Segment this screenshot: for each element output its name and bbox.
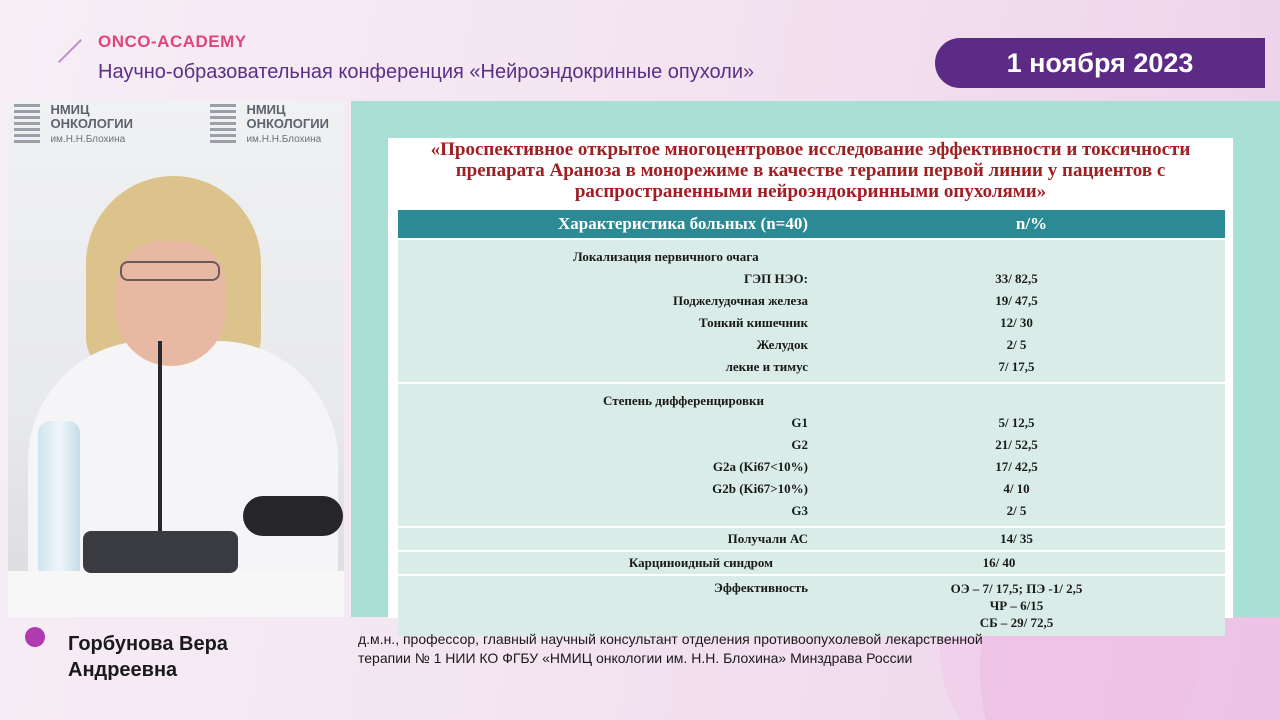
table-row (398, 412, 1225, 434)
speaker-name (68, 631, 228, 683)
logo-line-2: ОНКОЛОГИИ (246, 116, 329, 131)
row-label: Тонкий кишечник (698, 315, 808, 330)
row-label: Поджелудочная железа (673, 293, 808, 308)
logo-line-1: НМИЦ (50, 102, 90, 117)
section-localization (398, 238, 1225, 382)
table-row (398, 478, 1225, 500)
row-value: 2/ 5 (1006, 337, 1027, 352)
row-value: 16/ 40 (982, 555, 1016, 570)
row-label: Карциноидный синдром (628, 555, 773, 570)
efficacy-value: ЧР – 6/15 (989, 598, 1044, 613)
table-row (398, 290, 1225, 312)
speaker-name-line-2: Андреевна (68, 659, 178, 681)
row-label: Получали АС (727, 531, 808, 546)
date-badge (935, 38, 1265, 88)
row-value: 2/ 5 (1006, 503, 1027, 518)
water-bottle (38, 421, 80, 576)
row-label: лекие и тимус (725, 359, 808, 374)
row-label: ГЭП НЭО: (744, 271, 808, 286)
lower-third-dot (25, 627, 45, 647)
table-row (398, 334, 1225, 356)
row-label: G2 (791, 437, 808, 452)
row-value: 4/ 10 (1003, 481, 1030, 496)
table-row (398, 246, 1225, 268)
slide-title: «Проспективное открытое многоцентровое исследование эффективности и токсичности препарата Араноза в монорежиме в качестве терапии первой линии у пациентов с распространенными нейроэндокринными опухолями» (430, 139, 1191, 202)
table-row (398, 268, 1225, 290)
decor-slash (58, 39, 82, 63)
speaker-desc-line-1: д.м.н., профессор, главный научный консультант отделения противоопухолевой лекарственной (358, 631, 983, 647)
row-value: 7/ 17,5 (998, 359, 1035, 374)
date-text: 1 ноября 2023 (1006, 47, 1194, 78)
table-row (398, 456, 1225, 478)
row-value: 5/ 12,5 (998, 415, 1035, 430)
section-differentiation (398, 382, 1225, 526)
patient-characteristics-table (398, 210, 1225, 636)
microphone-icon (158, 341, 162, 541)
row-received-as (398, 526, 1225, 550)
row-value: 33/ 82,5 (995, 271, 1038, 286)
table-row (398, 434, 1225, 456)
person-glasses (120, 261, 220, 281)
efficacy-values (808, 580, 1225, 630)
row-label: G1 (791, 415, 808, 430)
row-value: 21/ 52,5 (995, 437, 1038, 452)
table-header-value: n/% (1015, 214, 1048, 233)
brand-logo-text: ONCO-ACADEMY (98, 32, 247, 51)
logo-line-1: НМИЦ (246, 102, 286, 117)
speaker-description (358, 630, 1058, 668)
conference-title: Научно-образовательная конференция «Нейроэндокринные опухоли» (98, 61, 755, 83)
speaker-name-line-1: Горбунова Вера (68, 633, 228, 655)
table-row (398, 356, 1225, 378)
row-value: 19/ 47,5 (995, 293, 1038, 308)
speaker-desc-line-2: терапии № 1 НИИ КО ФГБУ «НМИЦ онкологии им. Н.Н. Блохина» Минздрава России (358, 650, 913, 666)
row-label: Желудок (756, 337, 808, 352)
logo-line-3: им.Н.Н.Блохина (246, 134, 322, 145)
microphone-base (83, 531, 238, 573)
row-value: 12/ 30 (1000, 315, 1033, 330)
row-label: G3 (791, 503, 808, 518)
table-header-characteristic: Характеристика больных (n=40) (557, 214, 808, 233)
backdrop-logo-2 (210, 103, 329, 147)
logo-mark-icon (210, 103, 236, 143)
row-label: Эффективность (714, 580, 808, 595)
presentation-slide (388, 138, 1233, 630)
logo-line-2: ОНКОЛОГИИ (50, 116, 133, 131)
row-label: G2a (Ki67<10%) (712, 459, 808, 474)
efficacy-value: СБ – 29/ 72,5 (979, 615, 1054, 630)
section-heading: Степень дифференцировки (603, 393, 764, 408)
row-value: 14/ 35 (1000, 531, 1033, 546)
backdrop-logo-1 (14, 103, 133, 147)
speaker-video (8, 101, 344, 617)
table-row (398, 390, 1225, 412)
row-carcinoid-syndrome (398, 550, 1225, 574)
row-efficacy (398, 574, 1225, 636)
table-row (398, 500, 1225, 522)
efficacy-value: ОЭ – 7/ 17,5; ПЭ -1/ 2,5 (950, 581, 1083, 596)
row-label: G2b (Ki67>10%) (712, 481, 808, 496)
logo-mark-icon (14, 103, 40, 143)
logo-line-3: им.Н.Н.Блохина (50, 134, 126, 145)
person-sleeve (243, 496, 343, 536)
section-heading: Локализация первичного очага (573, 249, 759, 264)
row-value: 17/ 42,5 (995, 459, 1038, 474)
person-face (116, 241, 226, 366)
table-header (398, 210, 1225, 238)
table-row (398, 312, 1225, 334)
desk (8, 571, 344, 617)
